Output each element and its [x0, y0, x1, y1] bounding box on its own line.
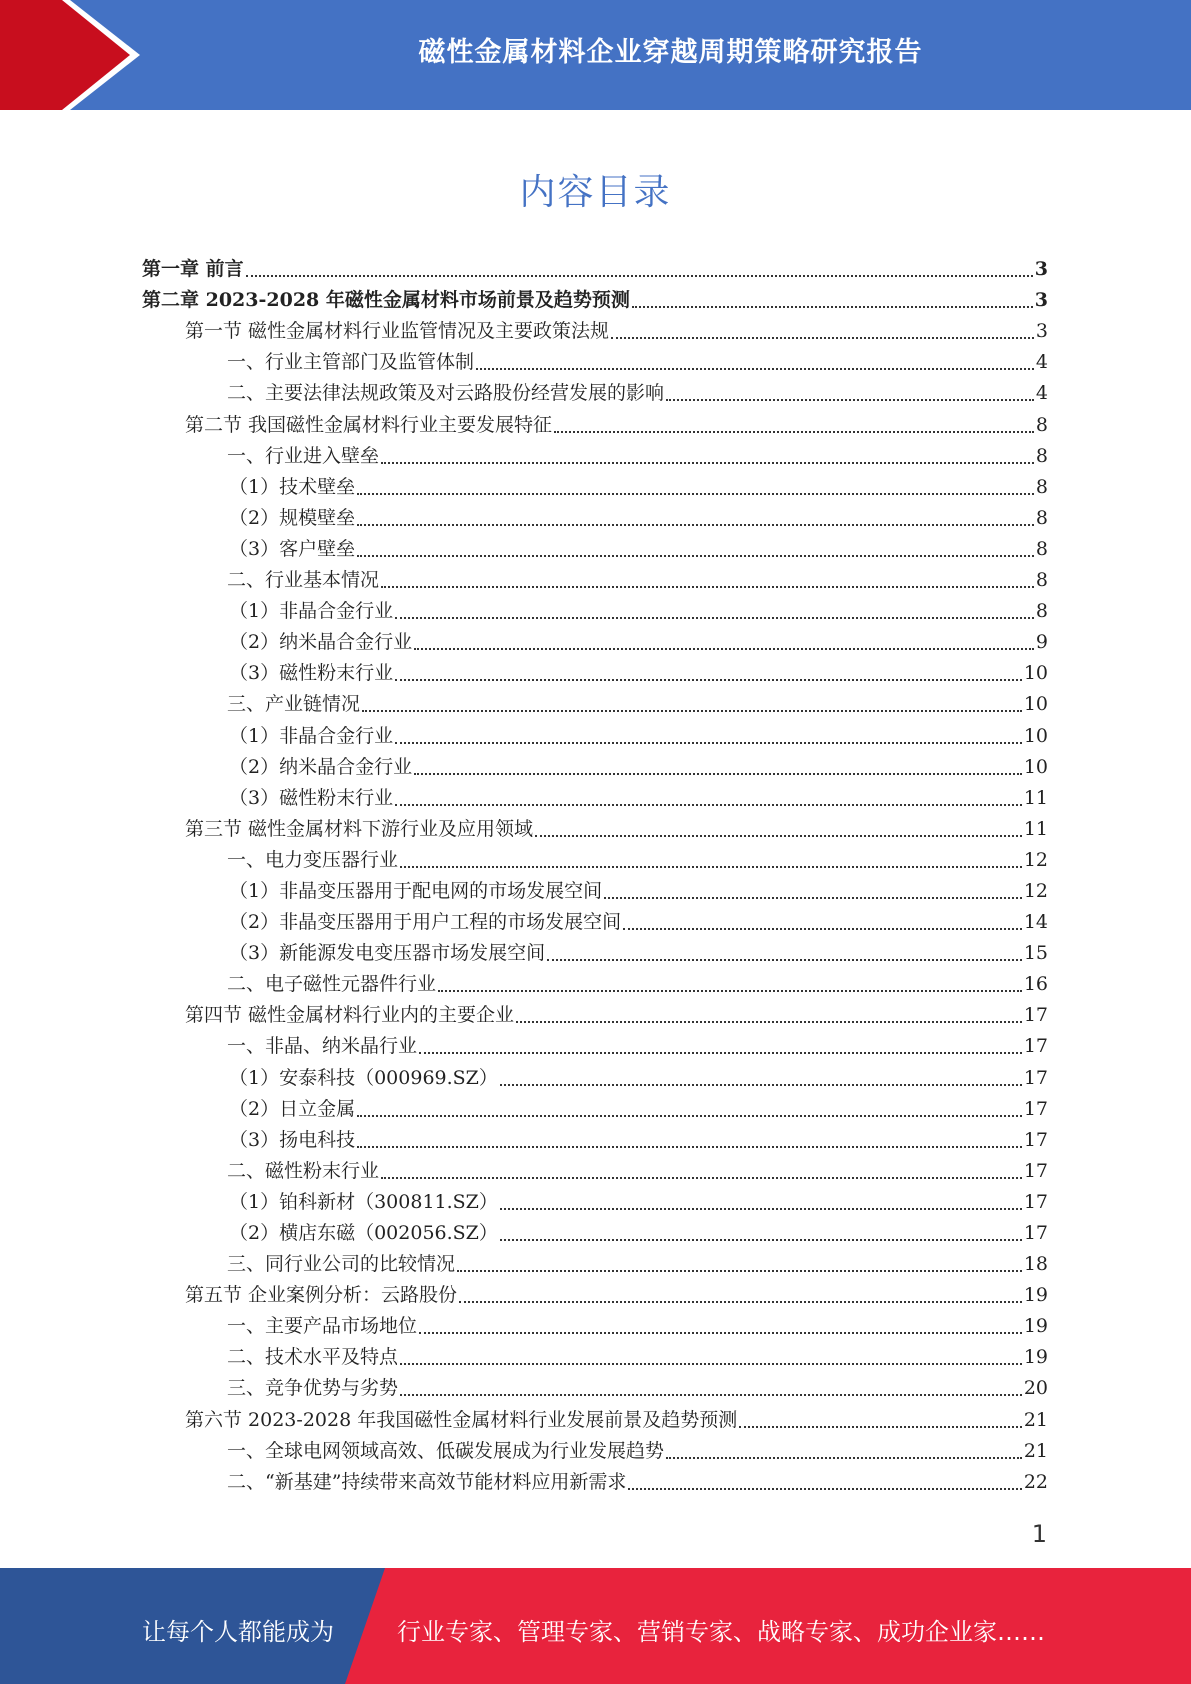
toc-entry-page: 20 — [1023, 1377, 1048, 1400]
toc-entry[interactable] — [142, 533, 1048, 564]
toc-entry-label: 二、主要法律法规政策及对云路股份经营发展的影响 — [227, 382, 665, 405]
toc-entry[interactable] — [142, 377, 1048, 408]
toc-entry-page: 8 — [1035, 506, 1048, 529]
header-title: 磁性金属材料企业穿越周期策略研究报告 — [418, 37, 923, 68]
toc-entry-page: 8 — [1035, 537, 1048, 560]
toc-dot-leader — [400, 1363, 1022, 1365]
toc-entry-page: 17 — [1023, 1128, 1048, 1151]
toc-entry-page: 19 — [1023, 1346, 1048, 1369]
toc-entry-label: 第一节 磁性金属材料行业监管情况及主要政策法规 — [185, 320, 610, 343]
toc-entry-label: 一、行业主管部门及监管体制 — [227, 351, 475, 374]
toc-dot-leader — [357, 555, 1034, 557]
toc-dot-leader — [357, 493, 1034, 495]
toc-entry-label: 一、非晶、纳米晶行业 — [227, 1035, 418, 1058]
toc-dot-leader — [547, 959, 1022, 961]
toc-entry[interactable] — [142, 1248, 1048, 1279]
toc-entry-label: （1）非晶变压器用于配电网的市场发展空间 — [229, 879, 603, 902]
toc-entry[interactable] — [142, 502, 1048, 533]
toc-dot-leader — [604, 897, 1022, 899]
toc-dot-leader — [459, 1301, 1022, 1303]
header-arrow-decoration — [0, 0, 150, 110]
toc-entry[interactable] — [142, 937, 1048, 968]
toc-entry-page: 8 — [1035, 413, 1048, 436]
toc-entry-label: （2）纳米晶合金行业 — [229, 631, 413, 654]
toc-entry-label: （1）技术壁垒 — [229, 475, 356, 498]
page-number: 1 — [1031, 1520, 1047, 1548]
toc-entry-label: 二、电子磁性元器件行业 — [227, 973, 437, 996]
toc-entry-page: 19 — [1023, 1315, 1048, 1338]
toc-entry-page: 10 — [1023, 693, 1048, 716]
toc-dot-leader — [381, 1177, 1022, 1179]
toc-entry[interactable] — [142, 1124, 1048, 1155]
toc-dot-leader — [500, 1208, 1022, 1210]
toc-dot-leader — [419, 1052, 1022, 1054]
toc-entry[interactable] — [142, 1093, 1048, 1124]
toc-entry-page: 10 — [1023, 662, 1048, 685]
toc-entry[interactable] — [142, 284, 1048, 315]
toc-dot-leader — [516, 1021, 1022, 1023]
toc-entry-label: （1）非晶合金行业 — [229, 600, 394, 623]
toc-entry[interactable] — [142, 875, 1048, 906]
toc-entry-page: 21 — [1023, 1408, 1048, 1431]
toc-entry[interactable] — [142, 813, 1048, 844]
toc-entry-label: （2）横店东磁（002056.SZ） — [229, 1222, 498, 1244]
toc-entry-label: （3）新能源发电变压器市场发展空间 — [229, 942, 546, 965]
toc-entry-page: 8 — [1035, 444, 1048, 467]
header-banner — [0, 0, 1191, 110]
toc-entry-label: 一、行业进入壁垒 — [227, 444, 380, 467]
toc-entry-label: 一、主要产品市场地位 — [227, 1315, 418, 1338]
toc-entry-page: 8 — [1035, 569, 1048, 592]
toc-entry-page: 12 — [1023, 879, 1048, 902]
toc-entry-page: 16 — [1023, 973, 1048, 996]
toc-entry-label: （2）日立金属 — [229, 1097, 356, 1120]
toc-entry[interactable] — [142, 595, 1048, 626]
footer-slogan-right: 行业专家、管理专家、营销专家、战略专家、成功企业家…… — [397, 1618, 1045, 1646]
toc-entry[interactable] — [142, 1341, 1048, 1372]
toc-entry-page: 21 — [1023, 1439, 1048, 1462]
toc-entry-page: 3 — [1035, 320, 1048, 343]
toc-entry[interactable] — [142, 906, 1048, 937]
toc-dot-leader — [400, 866, 1022, 868]
toc-entry[interactable] — [142, 1061, 1048, 1092]
toc-entry[interactable] — [142, 688, 1048, 719]
toc-entry-label: 一、电力变压器行业 — [227, 848, 399, 871]
toc-entry-page: 4 — [1035, 351, 1048, 374]
toc-entry[interactable] — [142, 564, 1048, 595]
toc-entry-page: 17 — [1023, 1190, 1048, 1213]
toc-entry-label: 一、全球电网领域高效、低碳发展成为行业发展趋势 — [227, 1439, 665, 1462]
toc-entry-label: 二、技术水平及特点 — [227, 1346, 399, 1369]
toc-entry-label: 第二章 2023-2028 年磁性金属材料市场前景及趋势预测 — [142, 289, 630, 312]
toc-dot-leader — [381, 586, 1034, 588]
toc-dot-leader — [500, 1084, 1022, 1086]
toc-dot-leader — [611, 337, 1034, 339]
toc-entry-label: （3）客户壁垒 — [229, 537, 356, 560]
toc-entry[interactable] — [142, 408, 1048, 439]
toc-entry-page: 4 — [1035, 382, 1048, 405]
toc-entry-page: 9 — [1035, 631, 1048, 654]
page-title: 内容目录 — [519, 172, 672, 213]
toc-entry-page: 18 — [1023, 1253, 1048, 1276]
toc-entry[interactable] — [142, 1466, 1048, 1497]
toc-entry-page: 3 — [1034, 289, 1048, 312]
toc-entry-page: 17 — [1023, 1097, 1048, 1120]
toc-entry-label: （2）纳米晶合金行业 — [229, 755, 413, 778]
toc-entry[interactable] — [142, 1372, 1048, 1403]
toc-dot-leader — [381, 462, 1034, 464]
toc-entry[interactable] — [142, 719, 1048, 750]
toc-entry[interactable] — [142, 1217, 1048, 1248]
toc-entry-label: 三、竞争优势与劣势 — [227, 1377, 399, 1400]
toc-entry[interactable] — [142, 782, 1048, 813]
toc-entry-label: 二、行业基本情况 — [227, 569, 380, 592]
toc-dot-leader — [419, 1332, 1022, 1334]
toc-entry[interactable] — [142, 471, 1048, 502]
toc-entry-label: 二、磁性粉末行业 — [227, 1159, 380, 1182]
toc-entry[interactable] — [142, 1155, 1048, 1186]
toc-dot-leader — [500, 1239, 1022, 1241]
toc-entry-page: 11 — [1023, 786, 1048, 809]
toc-entry[interactable] — [142, 1030, 1048, 1061]
toc-entry-label: （3）磁性粉末行业 — [229, 786, 394, 809]
toc-dot-leader — [628, 1488, 1021, 1490]
toc-dot-leader — [554, 431, 1034, 433]
toc-dot-leader — [414, 773, 1022, 775]
toc-entry-page: 12 — [1023, 848, 1048, 871]
toc-dot-leader — [395, 742, 1022, 744]
toc-dot-leader — [395, 804, 1022, 806]
toc-dot-leader — [632, 306, 1033, 308]
toc-entry[interactable] — [142, 968, 1048, 999]
toc-entry-label: 第二节 我国磁性金属材料行业主要发展特征 — [185, 413, 553, 436]
toc-entry-page: 17 — [1023, 1159, 1048, 1182]
toc-dot-leader — [414, 648, 1034, 650]
toc-entry-page: 3 — [1034, 258, 1048, 281]
toc-entry[interactable] — [142, 440, 1048, 471]
toc-entry-label: （3）扬电科技 — [229, 1128, 356, 1151]
toc-entry-page: 17 — [1023, 1035, 1048, 1058]
toc-dot-leader — [395, 679, 1022, 681]
toc-dot-leader — [400, 1394, 1022, 1396]
toc-dot-leader — [395, 617, 1034, 619]
toc-entry-page: 17 — [1023, 1004, 1048, 1027]
table-of-contents — [142, 253, 1048, 1497]
toc-entry[interactable] — [142, 999, 1048, 1030]
toc-entry-label: （1）非晶合金行业 — [229, 724, 394, 747]
toc-dot-leader — [535, 835, 1022, 837]
toc-entry-page: 14 — [1023, 911, 1048, 934]
footer-banner — [0, 1568, 1191, 1684]
toc-entry[interactable] — [142, 1279, 1048, 1310]
toc-entry[interactable] — [142, 844, 1048, 875]
toc-dot-leader — [623, 928, 1022, 930]
toc-entry-label: 第六节 2023-2028 年我国磁性金属材料行业发展前景及趋势预测 — [185, 1408, 738, 1431]
toc-entry[interactable] — [142, 1186, 1048, 1217]
toc-dot-leader — [357, 1115, 1022, 1117]
toc-entry-page: 22 — [1023, 1470, 1048, 1493]
toc-dot-leader — [438, 990, 1022, 992]
toc-entry-page: 17 — [1023, 1066, 1048, 1089]
toc-entry-page: 17 — [1023, 1222, 1048, 1244]
toc-entry-page: 19 — [1023, 1284, 1048, 1307]
toc-dot-leader — [666, 399, 1034, 401]
toc-entry[interactable] — [142, 657, 1048, 688]
toc-entry[interactable] — [142, 253, 1048, 284]
toc-entry-label: 第三节 磁性金属材料下游行业及应用领域 — [185, 817, 534, 840]
toc-dot-leader — [246, 275, 1033, 277]
toc-entry[interactable] — [142, 626, 1048, 657]
toc-entry-page: 15 — [1023, 942, 1048, 965]
toc-entry[interactable] — [142, 1435, 1048, 1466]
toc-entry-label: 第四节 磁性金属材料行业内的主要企业 — [185, 1004, 515, 1027]
toc-entry-label: 第五节 企业案例分析：云路股份 — [185, 1284, 458, 1307]
toc-dot-leader — [476, 368, 1034, 370]
toc-dot-leader — [666, 1457, 1022, 1459]
toc-entry-label: （3）磁性粉末行业 — [229, 662, 394, 685]
toc-dot-leader — [357, 524, 1034, 526]
toc-entry-page: 10 — [1023, 755, 1048, 778]
toc-entry[interactable] — [142, 1403, 1048, 1434]
toc-entry-label: （2）规模壁垒 — [229, 506, 356, 529]
toc-dot-leader — [739, 1426, 1022, 1428]
toc-entry-page: 11 — [1023, 817, 1048, 840]
footer-slogan-left: 让每个人都能成为 — [142, 1618, 334, 1646]
toc-entry-label: （1）安泰科技（000969.SZ） — [229, 1066, 498, 1089]
toc-dot-leader — [362, 710, 1022, 712]
toc-dot-leader — [457, 1270, 1022, 1272]
toc-entry[interactable] — [142, 346, 1048, 377]
toc-entry-label: 三、产业链情况 — [227, 693, 361, 716]
toc-entry-label: （1）铂科新材（300811.SZ） — [229, 1190, 498, 1213]
toc-entry[interactable] — [142, 751, 1048, 782]
toc-dot-leader — [357, 1146, 1022, 1148]
toc-entry-label: 第一章 前言 — [142, 258, 244, 281]
toc-entry[interactable] — [142, 315, 1048, 346]
toc-entry-label: （2）非晶变压器用于用户工程的市场发展空间 — [229, 911, 622, 934]
toc-entry[interactable] — [142, 1310, 1048, 1341]
toc-entry-page: 8 — [1035, 475, 1048, 498]
toc-entry-page: 8 — [1035, 600, 1048, 623]
toc-entry-label: 三、同行业公司的比较情况 — [227, 1253, 456, 1276]
toc-entry-page: 10 — [1023, 724, 1048, 747]
toc-entry-label: 二、“新基建”持续带来高效节能材料应用新需求 — [227, 1470, 627, 1493]
